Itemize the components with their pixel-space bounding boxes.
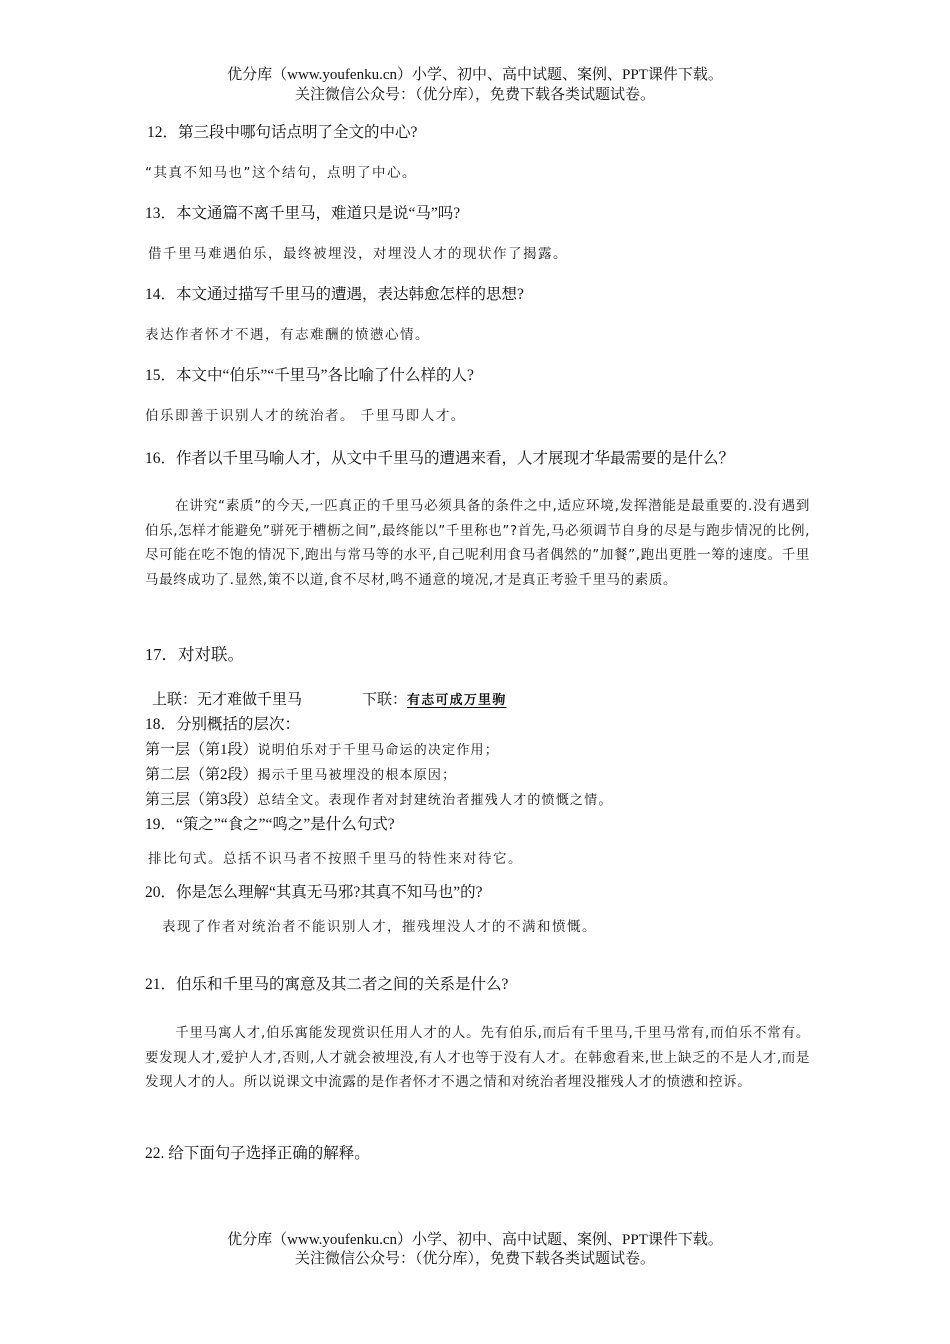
- header-line-1: 优分库（www.youfenku.cn）小学、初中、高中试题、案例、PPT课件下载。: [227, 67, 723, 83]
- answer-15: 伯乐即善于识别人才的统治者。 千里马即人才。: [145, 408, 466, 424]
- question-17: 17．对对联。: [145, 645, 244, 664]
- couplet-lower: [362, 690, 506, 711]
- answer-16: 在讲究“素质”的今天,一匹真正的千里马必须具备的条件之中,适应环境,发挥潜能是最重要的.没有遇到伯乐,怎样才能避免”骈死于槽枥之间”,最终能以”千里称也”?首先,马必须调节自身的尽是与跑步情况的比例,尽可能在吃不饱的情况下,跑出与常马等的水平,自己呢利用食马者偶然的”加餐”,跑出更胜一筹的速度。千里马最终成功了.显然,策不以道,食不尽材,鸣不通意的境况,才是真正考验千里马的素质。: [145, 498, 810, 588]
- layer-1: [145, 740, 499, 761]
- answer-13: 借千里马难遇伯乐，最终被埋没，对埋没人才的现状作了揭露。: [148, 246, 568, 262]
- question-13: 13．本文通篇不离千里马，难道只是说“马”吗?: [145, 205, 461, 222]
- layer-2: [145, 765, 456, 786]
- question-16: 16．作者以千里马喻人才，从文中千里马的遭遇来看，人才展现才华最需要的是什么？: [145, 450, 735, 467]
- couplet-lower-label: 下联：: [362, 692, 408, 708]
- couplet-upper-label: 上联：: [152, 692, 198, 708]
- couplet-lower-text: 有志可成万里驹: [407, 693, 507, 708]
- answer-19: 排比句式。总括不识马者不按照千里马的特性来对待它。: [148, 851, 523, 867]
- question-22: 22. 给下面句子选择正确的解释。: [145, 1145, 370, 1162]
- answer-20: 表现了作者对统治者不能识别人才，摧残埋没人才的不满和愤慨。: [162, 919, 597, 935]
- footer-line-1: 优分库（www.youfenku.cn）小学、初中、高中试题、案例、PPT课件下载。: [227, 1232, 723, 1248]
- layer-3-text: 总结全文。表现作者对封建统治者摧残人才的愤慨之情。: [257, 793, 613, 808]
- layer-1-label: 第一层（第1段）: [145, 742, 258, 758]
- answer-21-paragraph: [145, 1021, 810, 1095]
- question-19: 19．“策之”“食之”“鸣之”是什么句式?: [145, 816, 395, 833]
- question-12: 12．第三段中哪句话点明了全文的中心?: [147, 124, 418, 141]
- answer-12: “其真不知马也”这个结句，点明了中心。: [145, 165, 417, 181]
- layer-3-label: 第三层（第3段）: [145, 792, 258, 808]
- question-20: 20．你是怎么理解“其真无马邪?其真不知马也”的?: [145, 884, 483, 901]
- couplet-upper-text: 无才难做千里马: [197, 692, 303, 708]
- question-18: 18．分别概括的层次：: [145, 716, 301, 733]
- answer-16-paragraph: [145, 494, 810, 592]
- layer-2-label: 第二层（第2段）: [145, 767, 258, 783]
- layer-2-text: 揭示千里马被埋没的根本原因；: [257, 768, 457, 783]
- question-21: 21．伯乐和千里马的寓意及其二者之间的关系是什么?: [145, 976, 509, 993]
- answer-14: 表达作者怀才不遇，有志难酬的愤懑心情。: [145, 327, 430, 343]
- layer-3: [145, 790, 613, 811]
- header-line-2: 关注微信公众号：（优分库），免费下载各类试题试卷。: [294, 87, 655, 103]
- layer-1-text: 说明伯乐对于千里马命运的决定作用；: [257, 743, 499, 758]
- footer-line-2: 关注微信公众号：（优分库），免费下载各类试题试卷。: [294, 1251, 655, 1267]
- question-14: 14．本文通过描写千里马的遭遇，表达韩愈怎样的思想?: [145, 286, 524, 303]
- answer-21: 千里马寓人才,伯乐寓能发现赏识任用人才的人。先有伯乐,而后有千里马,千里马常有,而伯乐不常有。要发现人才,爱护人才,否则,人才就会被埋没,有人才也等于没有人才。在韩愈看来,世上缺乏的不是人才,而是发现人才的人。所以说课文中流露的是作者怀才不遇之情和对统治者埋没摧残人才的愤懑和控诉。: [145, 1025, 810, 1090]
- couplet-upper: [152, 690, 302, 710]
- question-15: 15．本文中“伯乐”“千里马”各比喻了什么样的人?: [145, 367, 474, 384]
